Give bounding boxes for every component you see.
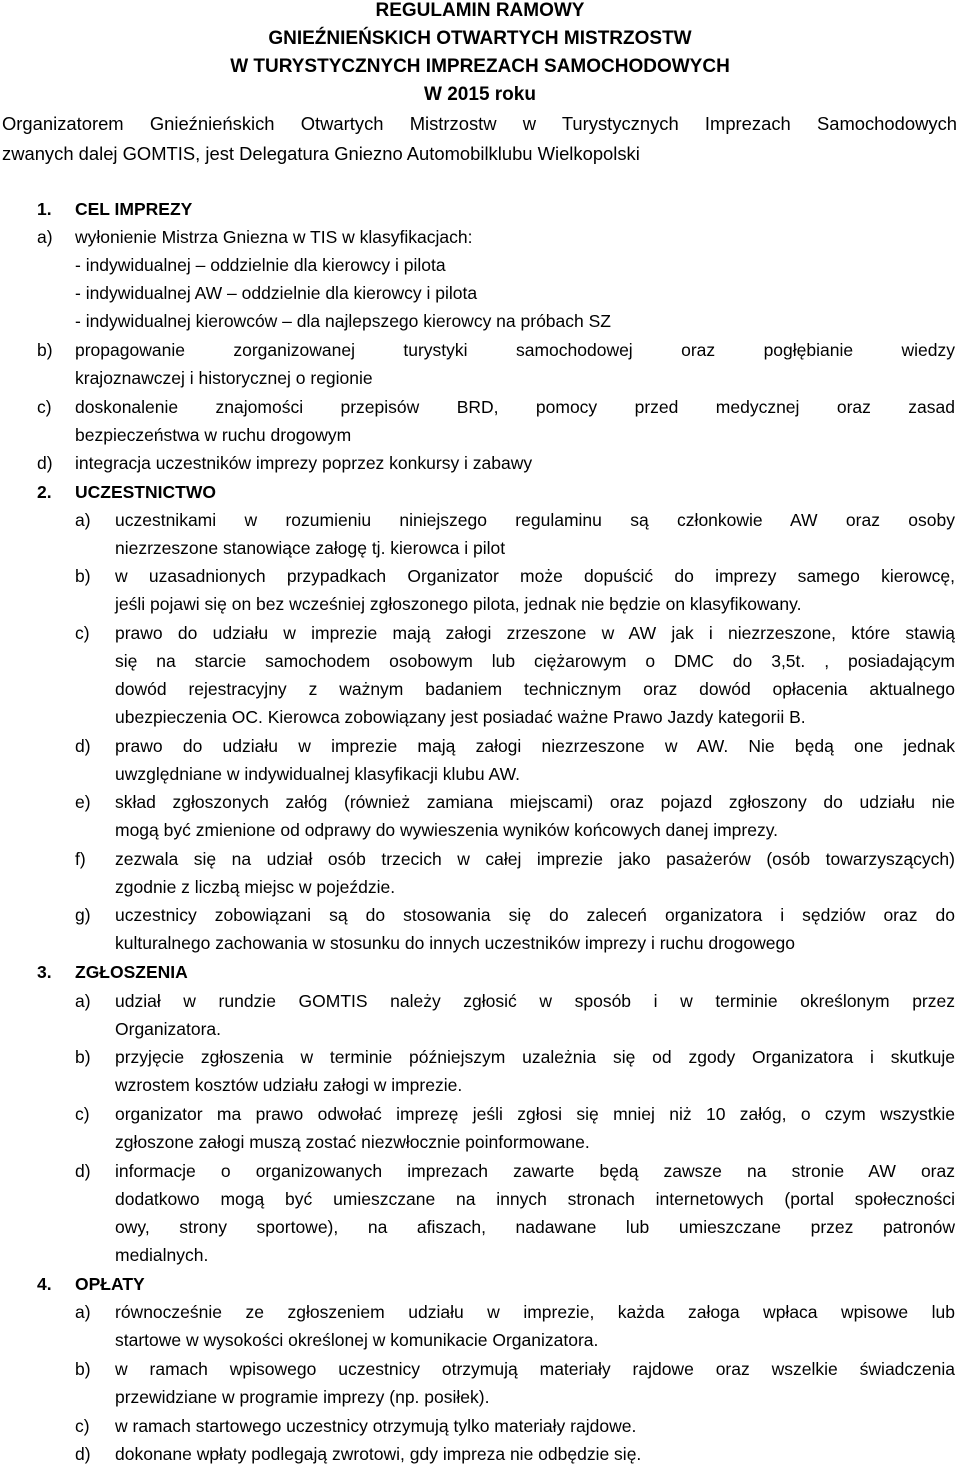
- doc-title: REGULAMIN RAMOWY: [375, 0, 585, 21]
- s1-d-marker: d): [37, 453, 53, 473]
- section-1-title: CEL IMPREZY: [75, 199, 193, 219]
- s4-b-marker: b): [75, 1359, 91, 1379]
- section-4-title: OPŁATY: [75, 1274, 145, 1294]
- s3-b-text-1: przyjęcie zgłoszenia w terminie późniejszym uzależnia się od zgody Organizatora i skutkuje: [115, 1047, 955, 1067]
- s3-b-marker: b): [75, 1047, 91, 1067]
- section-2-title: UCZESTNICTWO: [75, 482, 216, 502]
- s1-classification-2: - indywidualnej AW – oddzielnie dla kierowcy i pilota: [75, 283, 478, 303]
- s1-c-marker: c): [37, 397, 52, 417]
- section-3-number: 3.: [37, 962, 52, 982]
- s1-b-text-2: krajoznawczej i historycznej o regionie: [75, 368, 373, 388]
- s3-c-text-2: zgłoszone załogi muszą zostać niezwłocznie poinformowane.: [115, 1132, 590, 1152]
- s1-c-text-2: bezpieczeństwa w ruchu drogowym: [75, 425, 352, 445]
- s3-a-marker: a): [75, 991, 91, 1011]
- s4-a-text-1: równocześnie ze zgłoszeniem udziału w imprezie, każda załoga wpłaca wpisowe lub: [115, 1302, 955, 1322]
- s2-c-text-2: się na starcie samochodem osobowym lub ciężarowym o DMC do 3,5t. , posiadającym: [115, 651, 955, 671]
- s3-b-text-2: wzrostem kosztów udziału załogi w imprezie.: [115, 1075, 463, 1095]
- s1-classification-1: - indywidualnej – oddzielnie dla kierowcy i pilota: [75, 255, 446, 275]
- s3-a-text-2: Organizatora.: [115, 1019, 222, 1039]
- s2-a-text-2: niezrzeszone stanowiące załogę tj. kierowca i pilot: [115, 538, 506, 558]
- section-2-number: 2.: [37, 482, 52, 502]
- doc-title-line3: W TURYSTYCZNYCH IMPREZACH SAMOCHODOWYCH: [230, 56, 730, 77]
- s2-b-text-1: w uzasadnionych przypadkach Organizator może dopuścić do imprezy samego kierowcę,: [115, 566, 955, 586]
- s4-a-text-2: startowe w wysokości określonej w komunikacie Organizatora.: [115, 1330, 599, 1350]
- s1-a-text: wyłonienie Mistrza Gniezna w TIS w klasyfikacjach:: [75, 227, 473, 247]
- s3-d-text-3: owy, strony sportowe), na afiszach, nadawane lub umieszczane przez patronów: [115, 1217, 955, 1237]
- s2-e-marker: e): [75, 792, 91, 812]
- intro-line-1: Organizatorem Gnieźnieńskich Otwartych Mistrzostw w Turystycznych Imprezach Samochodowych: [2, 113, 957, 134]
- doc-title-line2: GNIEŹNIEŃSKICH OTWARTYCH MISTRZOSTW: [268, 28, 692, 49]
- s2-c-marker: c): [75, 623, 90, 643]
- s3-d-text-1: informacje o organizowanych imprezach zawarte będą zawsze na stronie AW oraz: [115, 1161, 955, 1181]
- s1-b-marker: b): [37, 340, 53, 360]
- s1-classification-3: - indywidualnej kierowców – dla najlepszego kierowcy na próbach SZ: [75, 311, 611, 331]
- s4-b-text-1: w ramach wpisowego uczestnicy otrzymują materiały rajdowe oraz wszelkie świadczenia: [115, 1359, 955, 1379]
- doc-title-year: W 2015 roku: [424, 84, 536, 105]
- s4-c-text: w ramach startowego uczestnicy otrzymują tylko materiały rajdowe.: [115, 1416, 637, 1436]
- s2-b-text-2: jeśli pojawi się on bez wcześniej zgłoszonego pilota, jednak nie będzie on klasyfikowany.: [115, 594, 802, 614]
- s2-d-text-2: uwzględniane w indywidualnej klasyfikacji klubu AW.: [115, 764, 520, 784]
- s2-g-text-1: uczestnicy zobowiązani są do stosowania się do zaleceń organizatora i sędziów oraz do: [115, 905, 955, 925]
- s2-d-text-1: prawo do udziału w imprezie mają załogi niezrzeszone w AW. Nie będą one jednak: [115, 736, 955, 756]
- s3-c-marker: c): [75, 1104, 90, 1124]
- s2-e-text-1: skład zgłoszonych załóg (również zamiana miejscami) oraz pojazd zgłoszony do udziału nie: [115, 792, 955, 812]
- s2-c-text-4: ubezpieczenia OC. Kierowca zobowiązany jest posiadać ważne Prawo Jazdy kategorii B.: [115, 707, 806, 727]
- s3-d-text-4: medialnych.: [115, 1245, 209, 1265]
- s4-a-marker: a): [75, 1302, 91, 1322]
- s2-a-text-1: uczestnikami w rozumieniu niniejszego regulaminu są członkowie AW oraz osoby: [115, 510, 955, 530]
- intro-line-2: zwanych dalej GOMTIS, jest Delegatura Gniezno Automobilklubu Wielkopolski: [2, 143, 640, 164]
- s2-f-text-1: zezwala się na udział osób trzecich w całej imprezie jako pasażerów (osób towarzyszących): [115, 849, 955, 869]
- s2-e-text-2: mogą być zmienione od odprawy do wywieszenia wyników końcowych danej imprezy.: [115, 820, 779, 840]
- s2-f-marker: f): [75, 849, 86, 869]
- s2-d-marker: d): [75, 736, 91, 756]
- s1-a-marker: a): [37, 227, 53, 247]
- section-4-number: 4.: [37, 1274, 52, 1294]
- s3-a-text-1: udział w rundzie GOMTIS należy zgłosić w sposób i w terminie określonym przez: [115, 991, 955, 1011]
- section-3-title: ZGŁOSZENIA: [75, 962, 188, 982]
- s2-c-text-1: prawo do udziału w imprezie mają załogi zrzeszone w AW jak i niezrzeszone, które stawią: [115, 623, 955, 643]
- s3-c-text-1: organizator ma prawo odwołać imprezę jeśli zgłosi się mniej niż 10 załóg, o czym wszystkie: [115, 1104, 955, 1124]
- s4-c-marker: c): [75, 1416, 90, 1436]
- section-1-number: 1.: [37, 199, 52, 219]
- s1-d-text: integracja uczestników imprezy poprzez konkursy i zabawy: [75, 453, 533, 473]
- s4-d-marker: d): [75, 1444, 91, 1464]
- s4-d-text: dokonane wpłaty podlegają zwrotowi, gdy impreza nie odbędzie się.: [115, 1444, 642, 1464]
- s2-b-marker: b): [75, 566, 91, 586]
- s2-g-marker: g): [75, 905, 91, 925]
- s2-f-text-2: zgodnie z liczbą miejsc w pojeździe.: [115, 877, 396, 897]
- s3-d-marker: d): [75, 1161, 91, 1181]
- s3-d-text-2: dodatkowo mogą być umieszczane na innych stronach internetowych (portal społeczności: [115, 1189, 955, 1209]
- s2-a-marker: a): [75, 510, 91, 530]
- s4-b-text-2: przewidziane w programie imprezy (np. posiłek).: [115, 1387, 490, 1407]
- s2-c-text-3: dowód rejestracyjny z ważnym badaniem technicznym oraz dowód opłacenia aktualnego: [115, 679, 955, 699]
- s1-c-text-1: doskonalenie znajomości przepisów BRD, pomocy przed medycznej oraz zasad: [75, 397, 955, 417]
- s2-g-text-2: kulturalnego zachowania w stosunku do innych uczestników imprezy i ruchu drogowego: [115, 933, 795, 953]
- s1-b-text-1: propagowanie zorganizowanej turystyki samochodowej oraz pogłębianie wiedzy: [75, 340, 955, 360]
